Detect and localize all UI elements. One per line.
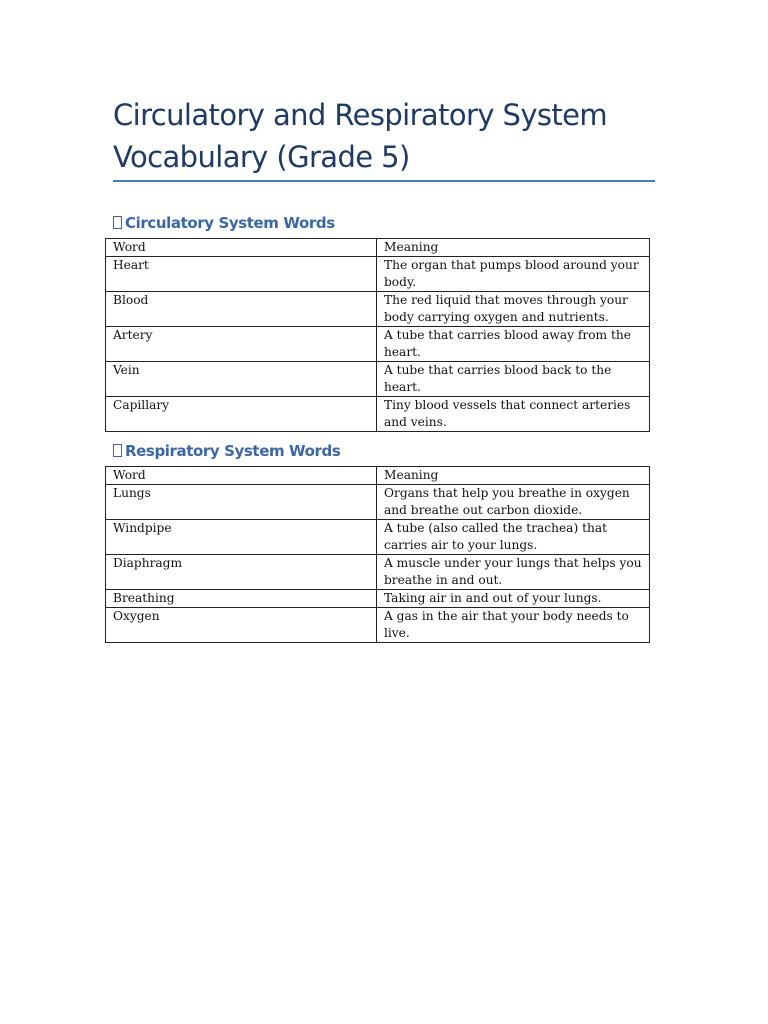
meaning-cell: The organ that pumps blood around your body. (377, 257, 650, 292)
word-cell: Breathing (106, 590, 377, 608)
section-heading-label: Circulatory System Words (125, 214, 335, 232)
word-cell: Vein (106, 362, 377, 397)
word-cell: Diaphragm (106, 555, 377, 590)
meaning-cell: Organs that help you breathe in oxygen and breathe out carbon dioxide. (377, 485, 650, 520)
meaning-cell: A tube that carries blood away from the heart. (377, 327, 650, 362)
table-row (106, 520, 650, 555)
column-header-meaning: Meaning (377, 239, 650, 257)
word-cell: Capillary (106, 397, 377, 432)
respiratory-vocab-table (105, 466, 650, 643)
circulatory-vocab-table (105, 238, 650, 432)
table-row (106, 362, 650, 397)
title-underline (113, 180, 655, 182)
word-cell: Windpipe (106, 520, 377, 555)
word-cell: Oxygen (106, 608, 377, 643)
table-row (106, 257, 650, 292)
missing-glyph-icon (113, 216, 122, 229)
word-cell: Heart (106, 257, 377, 292)
page-title: Circulatory and Respiratory System Vocabulary (Grade 5) (113, 98, 608, 174)
word-cell: Lungs (106, 485, 377, 520)
table-row (106, 555, 650, 590)
section-heading-label: Respiratory System Words (125, 442, 341, 460)
column-header-meaning: Meaning (377, 467, 650, 485)
word-cell: Artery (106, 327, 377, 362)
section-heading-circulatory (113, 213, 335, 233)
section-heading-respiratory (113, 441, 340, 461)
meaning-cell: A muscle under your lungs that helps you breathe in and out. (377, 555, 650, 590)
column-header-word: Word (106, 467, 377, 485)
word-cell: Blood (106, 292, 377, 327)
table-header-row (106, 467, 650, 485)
column-header-word: Word (106, 239, 377, 257)
table-row (106, 327, 650, 362)
missing-glyph-icon (113, 444, 122, 457)
table-row (106, 608, 650, 643)
meaning-cell: A tube that carries blood back to the heart. (377, 362, 650, 397)
meaning-cell: Tiny blood vessels that connect arteries and veins. (377, 397, 650, 432)
meaning-cell: Taking air in and out of your lungs. (377, 590, 650, 608)
table-row (106, 292, 650, 327)
meaning-cell: The red liquid that moves through your body carrying oxygen and nutrients. (377, 292, 650, 327)
table-row (106, 397, 650, 432)
table-header-row (106, 239, 650, 257)
meaning-cell: A gas in the air that your body needs to live. (377, 608, 650, 643)
meaning-cell: A tube (also called the trachea) that carries air to your lungs. (377, 520, 650, 555)
table-row (106, 485, 650, 520)
table-row (106, 590, 650, 608)
